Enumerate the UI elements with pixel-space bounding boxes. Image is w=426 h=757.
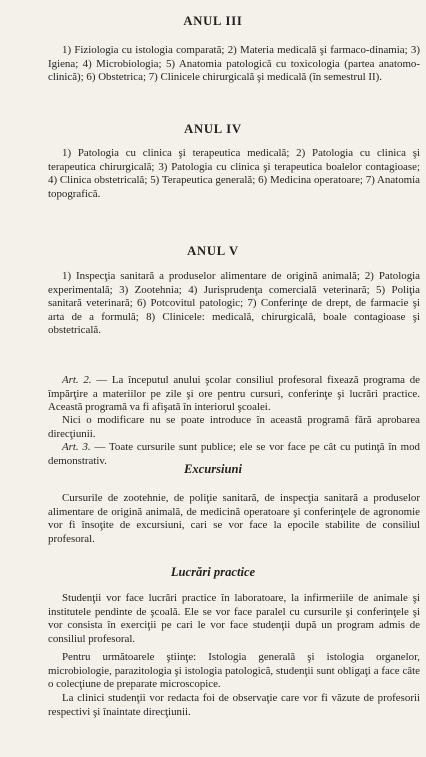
paragraph-anul-iv: 1) Patologia cu clinica şi terapeutica medicală; 2) Patologia cu clinica şi terapeutica chirurgicală; 3) Patologia cu clinica şi terapeutica boalelor contagioase; 4) Clinica obstetricală; 5) Terapeutica generală; 6) Medicina operatoare; 7) Anatomia topografică. xyxy=(48,147,420,200)
art-2-label: Art. 2. xyxy=(62,374,92,386)
paragraph-nici-o-modificare: Nici o modificare nu se poate introduce în această programă fără aprobarea direcţiunii. xyxy=(48,414,420,440)
paragraph-art-2 xyxy=(48,374,420,415)
paragraph-anul-v: 1) Inspecţia sanitară a produselor alimentare de origină animală; 2) Patologia experimentală; 3) Zootehnia; 4) Jurisprudenţa comercială veterinară; 5) Poliţia sanitară veterinară; 6) Potcovitul patologic; 7) Conferinţe de drept, de farmacie şi arta de a formulă; 8) Clinicele: medicală, chirurgicală, boale contagioase şi obstetricală. xyxy=(48,270,420,337)
paragraph-excursiuni: Cursurile de zootehnie, de poliţie sanitară, de inspecţia sanitară a produselor alimentare de origină animală, de medicină operatoare şi conferinţele de agronomie vor fi însoţite de excursiuni, cari se vor face la epocile stabilite de consiliul profesoral. xyxy=(48,492,420,545)
art-2-text: — La începutul anului şcolar consiliul profesoral fixează programa de împărţire a materiilor pe zile şi ore pentru cursuri, conferinţe şi lucrări practice. Această programă va fi afişată în interiorul şcoalei. xyxy=(48,374,420,414)
paragraph-lucrari-3: La clinici studenţii vor redacta foi de observaţie care vor fi văzute de profesorii respectivi şi înaintate direcţiunii. xyxy=(48,692,420,718)
paragraph-lucrari-1: Studenţii vor face lucrări practice în laboratoare, la infirmeriile de animale şi institutele pendinte de şcoală. Ele se vor face paralel cu cursurile şi conferinţele şi vor consista în exerciţii pe cari le vor face studenţii după un program admis de consiliul profesoral. xyxy=(48,592,420,645)
heading-anul-v: ANUL V xyxy=(187,244,239,258)
paragraph-lucrari-2: Pentru următoarele ştiinţe: Istologia generală şi istologia organelor, microbiologie, parazitologia şi istologia patologică, studenţii sunt obligaţi a face câte o colecţiune de preparate microscopice. xyxy=(48,651,420,691)
art-3-label: Art. 3. xyxy=(62,441,91,453)
heading-lucrari-practice: Lucrări practice xyxy=(170,565,256,579)
heading-anul-iv: ANUL IV xyxy=(184,122,242,136)
paragraph-anul-iii: 1) Fiziologia cu istologia comparată; 2) Materia medicală şi farmaco-dinamia; 3) Igiena; 4) Microbiologia; 5) Anatomia patologică cu toxicologia (partea anatomo-clinică); 6) Obstetrica; 7) Clinicele chirurgicală şi medicală (în semestrul II). xyxy=(48,44,420,84)
heading-excursiuni: Excursiuni xyxy=(183,462,243,476)
heading-anul-iii: ANUL III xyxy=(183,14,243,28)
art-3-text: — Toate cursurile sunt publice; ele se vor face pe cât cu putinţă în mod demonstrativ. xyxy=(48,441,420,467)
